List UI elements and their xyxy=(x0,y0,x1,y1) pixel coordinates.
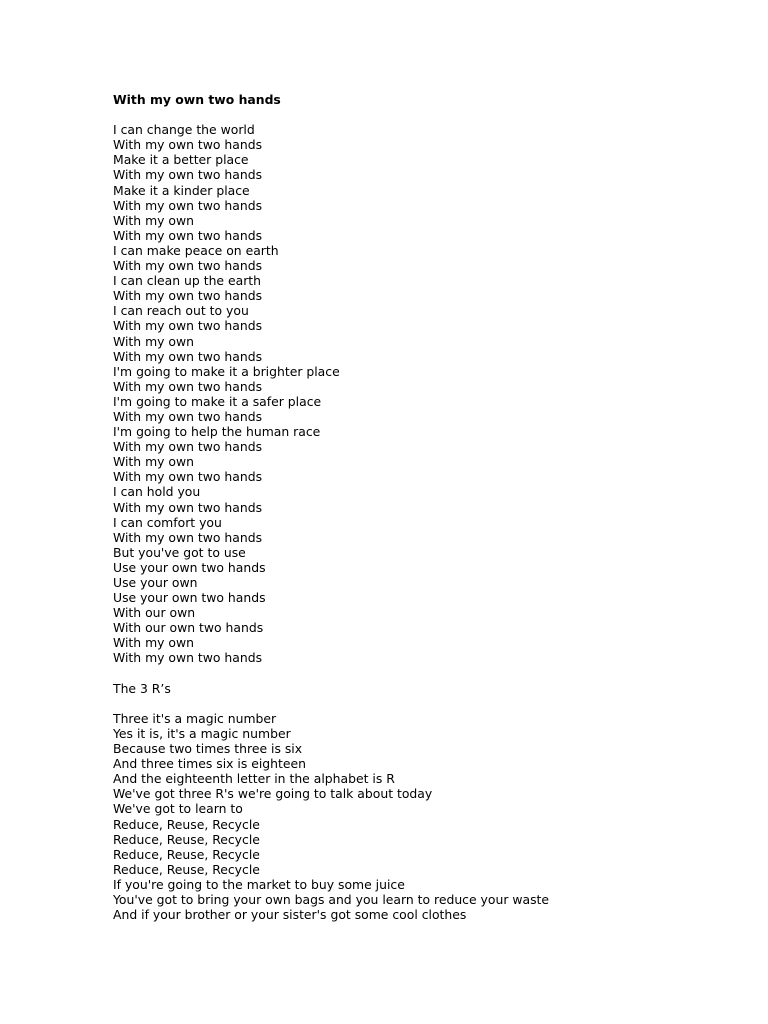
lyric-line: With my own two hands xyxy=(113,529,263,545)
lyric-line: I can hold you xyxy=(113,484,201,500)
song1-lyrics xyxy=(113,122,733,665)
lyric-line: With my own two hands xyxy=(113,318,263,334)
lyric-line: With my own two hands xyxy=(113,288,263,304)
lyric-line: Yes it is, it's a magic number xyxy=(113,725,291,741)
lyric-line: With my own two hands xyxy=(113,227,263,243)
lyric-line: And if your brother or your sister's got some cool clothes xyxy=(113,907,467,923)
song-title-the-3-rs: The 3 R’s xyxy=(113,680,171,696)
lyric-line: With my own two hands xyxy=(113,348,263,364)
lyric-line: I can comfort you xyxy=(113,514,222,530)
lyric-line: With my own two hands xyxy=(113,408,263,424)
lyric-line: With my own two hands xyxy=(113,650,263,666)
document-page xyxy=(113,92,733,922)
lyric-line: With my own two hands xyxy=(113,167,263,183)
song2-lyrics xyxy=(113,711,733,922)
lyric-line: We've got to learn to xyxy=(113,801,243,817)
lyric-line: With my own two hands xyxy=(113,137,263,153)
lyric-line: With my own xyxy=(113,212,194,228)
lyric-line: Reduce, Reuse, Recycle xyxy=(113,831,260,847)
lyric-line: But you've got to use xyxy=(113,544,246,560)
lyric-line: Make it a better place xyxy=(113,152,249,168)
lyric-line: I can change the world xyxy=(113,122,255,138)
lyric-line: Three it's a magic number xyxy=(113,710,277,726)
lyric-line: Use your own two hands xyxy=(113,559,266,575)
lyric-line: I'm going to make it a brighter place xyxy=(113,363,340,379)
song-title-with-my-own-two-hands: With my own two hands xyxy=(113,92,281,107)
lyric-line: With my own two hands xyxy=(113,439,263,455)
lyric-line: I can clean up the earth xyxy=(113,273,262,289)
lyric-line: Use your own two hands xyxy=(113,590,266,606)
lyric-line: And three times six is eighteen xyxy=(113,756,306,772)
lyric-line: I'm going to help the human race xyxy=(113,424,321,440)
lyric-line: With our own xyxy=(113,605,196,621)
lyric-line: Make it a kinder place xyxy=(113,182,250,198)
blank-line xyxy=(113,696,733,711)
lyric-line: Reduce, Reuse, Recycle xyxy=(113,861,260,877)
blank-line xyxy=(113,107,733,122)
lyric-line: We've got three R's we're going to talk about today xyxy=(113,786,433,802)
lyric-line: With our own two hands xyxy=(113,620,264,636)
lyric-line: Reduce, Reuse, Recycle xyxy=(113,846,260,862)
lyric-line: You've got to bring your own bags and you learn to reduce your waste xyxy=(113,891,550,907)
lyric-line: With my own two hands xyxy=(113,499,263,515)
lyric-line: With my own two hands xyxy=(113,258,263,274)
lyric-line: With my own two hands xyxy=(113,197,263,213)
lyric-line: With my own xyxy=(113,333,194,349)
lyric-line: I can make peace on earth xyxy=(113,242,279,258)
lyric-line: Because two times three is six xyxy=(113,741,303,757)
lyric-line: With my own xyxy=(113,454,194,470)
lyric-line: Use your own xyxy=(113,575,198,590)
lyric-line: I can reach out to you xyxy=(113,303,249,319)
blank-line xyxy=(113,666,733,681)
lyric-line: With my own two hands xyxy=(113,469,263,485)
lyric-line: If you're going to the market to buy some juice xyxy=(113,876,405,892)
lyric-line: And the eighteenth letter in the alphabet is R xyxy=(113,771,395,787)
lyric-line: Reduce, Reuse, Recycle xyxy=(113,816,260,832)
lyric-line: With my own xyxy=(113,635,194,651)
lyric-line: I'm going to make it a safer place xyxy=(113,393,322,409)
lyric-line: With my own two hands xyxy=(113,378,263,394)
